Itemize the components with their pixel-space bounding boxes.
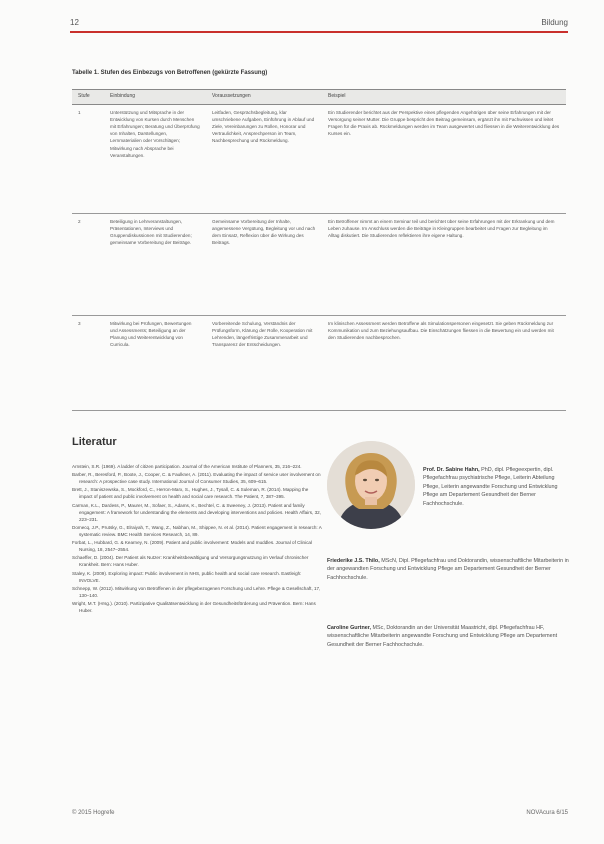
table-row — [72, 105, 566, 214]
column-header: Beispiel — [322, 90, 566, 105]
author-bio — [327, 624, 571, 649]
involvement-cell: Unterstützung und Mitsprache in der Entwicklung von Kursen durch Menschen mit Erfahrungen; Beratung und Überprüfung von Inhalten, Darstellungen, Lernmaterialien oder Vorschlägen; Mitwirkung nach Absprache bei Veranstaltungen. — [104, 105, 206, 214]
example-cell: Ein Studierender berichtet aus der Perspektive eines pflegenden Angehörigen über seine Erfahrungen mit der Versorgung seiner Mutter. Die Gruppe bespricht den Beitrag gemeinsam, ergänzt ihn mit Fachwissen und leitet Fragen für die Praxis ab. Rückmeldungen werden im Team ausgewertet und fliessen in die Weiterentwicklung des Kurses ein. — [322, 105, 566, 214]
involvement-cell: Mitwirkung bei Prüfungen, Bewertungen und Assessments; Beteiligung an der Planung und Weiterentwicklung von Curricula. — [104, 316, 206, 411]
author-description: MSc, Doktorandin an der Universität Maastricht, dipl. Pflegefachfrau HF, wissenschaftliche Mitarbeiterin angewandte Forschung und Entwicklung Pflege am Departement Gesundheit der Berner Fachhochschule. — [327, 625, 558, 648]
reference-item: Carman, K.L., Dardess, P., Maurer, M., Sofaer, S., Adams, K., Bechtel, C. & Sweeney, J. (2013). Patient and family engagement: A framework for understanding the elements and developing interventions and policies. Health Affairs, 32, 223–231. — [72, 502, 322, 522]
table-row — [72, 214, 566, 316]
reference-item: Forbat, L., Hubbard, G. & Kearney, N. (2009). Patient and public involvement: Models and muddles. Journal of Clinical Nursing, 18, 2547–2554. — [72, 540, 312, 553]
reference-item: Wright, M.T. (Hrsg.). (2010). Partizipative Qualitätsentwicklung in der Gesundheitsförderung und Prävention. Bern: Hans Huber. — [72, 600, 316, 614]
table-row — [72, 316, 566, 411]
example-cell: Im klinischen Assessment werden Betroffene als Simulationspersonen eingesetzt. Sie geben Rückmeldung zur Kommunikation und zum Beziehungsaufbau. Die Einschätzungen fliessen in die Bewertung ein und werden mit den Studierenden nachbesprochen. — [322, 316, 566, 411]
stage-cell: 3 — [72, 316, 104, 411]
prerequisites-cell: Gemeinsame Vorbereitung der Inhalte, angemessene Vergütung, Begleitung vor und nach dem Einsatz, Reflexion über die Wirkung des Beitrags. — [206, 214, 322, 316]
example-cell: Ein Betroffener nimmt an einem Seminar teil und berichtet über seine Erfahrungen mit der Erkrankung und dem Leben zuhause. Im Anschluss werden die Beiträge in Kleingruppen bearbeitet und Fragen zur Begleitung im Alltag diskutiert. Die Studierenden reflektieren ihre eigene Haltung. — [322, 214, 566, 316]
author-name: Caroline Gurtner, — [327, 625, 372, 631]
author-name: Prof. Dr. Sabine Hahn, — [423, 467, 480, 473]
reference-item: Schaeffer, D. (2004). Der Patient als Nutzer: Krankheitsbewältigung und Versorgungsnutzung im Verlauf chronischer Krankheit. Bern: Hans Huber. — [72, 555, 309, 568]
prerequisites-cell: Leitfaden, Gesprächsbegleitung, klar umschriebene Aufgaben, Einführung in Ablauf und Ziele, Vereinbarungen zu Rollen, Honorar und Vertraulichkeit, Ansprechperson im Team, Nachbesprechung und Rückmeldung. — [206, 105, 322, 214]
stage-cell: 2 — [72, 214, 104, 316]
section-label: Bildung — [541, 18, 568, 27]
author-bio — [423, 466, 569, 508]
author-portrait — [327, 441, 415, 529]
author-description: MScN, Dipl. Pflegefachfrau und Doktorandin, wissenschaftliche Mitarbeiterin in der angewandten Forschung und Entwicklung Pflege am Departement Gesundheit der Berner Fachhochschule. — [327, 558, 569, 581]
stage-cell: 1 — [72, 105, 104, 214]
header-rule — [70, 31, 568, 33]
running-header — [70, 18, 568, 30]
table-title: Tabelle 1. Stufen des Einbezugs von Betroffenen (gekürzte Fassung) — [72, 70, 268, 76]
literature-heading: Literatur — [72, 436, 117, 448]
reference-item: Brett, J., Staniszewska, S., Mockford, C., Herron-Marx, S., Hughes, J., Tysall, C. & Suleman, R. (2014). Mapping the impact of patient and public involvement on health and social care research. The Patient, 7, 387–395. — [72, 487, 309, 500]
involvement-cell: Beteiligung in Lehrveranstaltungen, Präsentationen, Interviews und Gruppendiskussionen mit Studierenden; gemeinsame Vorbereitung der Beiträge. — [104, 214, 206, 316]
reference-item: Arnstein, S.R. (1969). A ladder of citizen participation. Journal of the American Institute of Planners, 35, 216–224. — [72, 464, 302, 469]
table-header-row — [72, 90, 566, 105]
reference-item: Schnepp, W. (2012). Mitwirkung von Betroffenen in der pflegebezogenen Forschung und Lehre. Pflege & Gesellschaft, 17, 130–140. — [72, 585, 321, 598]
reference-item: Barber, R., Beresford, P., Boote, J., Cooper, C. & Faulkner, A. (2011). Evaluating the impact of service user involvement on research: A prospective case study. International Journal of Consumer Studies, 35, 609–615. — [72, 472, 321, 485]
author-name: Friederike J.S. Thilo, — [327, 558, 380, 564]
column-header: Stufe — [72, 90, 104, 105]
author-description: PhD, dipl. Pflegeexpertin, dipl. Pflegefachfrau psychiatrische Pflege, Leiterin Abteilung Pflege, Leiterin angewandte Forschung und Entwicklung Pflege am Departement Gesundheit der Berner Fachhochschule. — [423, 467, 558, 507]
author-bio — [327, 557, 571, 582]
footer-left: © 2015 Hogrefe — [72, 810, 115, 816]
reference-list — [72, 463, 322, 615]
reference-item: Domecq, J.P., Prutsky, G., Elraiyah, T., Wang, Z., Nabhan, M., Shippee, N. et al. (2014). Patient engagement in research: A systematic review. BMC Health Services Research, 14, 89. — [72, 524, 322, 537]
prerequisites-cell: Vorbereitende Schulung, Verständnis der Prüfungsform, Klärung der Rolle, Kooperation mit Lehrenden, längerfristige Zusammenarbeit und Transparenz der Entscheidungen. — [206, 316, 322, 411]
column-header: Voraussetzungen — [206, 90, 322, 105]
involvement-table — [72, 89, 566, 411]
footer-right: NOVAcura 6/15 — [526, 810, 568, 816]
column-header: Einbindung — [104, 90, 206, 105]
reference-item: Staley, K. (2009). Exploring impact: Public involvement in NHS, public health and social care research. Eastleigh: INVOLVE. — [72, 570, 302, 583]
page-number: 12 — [70, 18, 79, 27]
